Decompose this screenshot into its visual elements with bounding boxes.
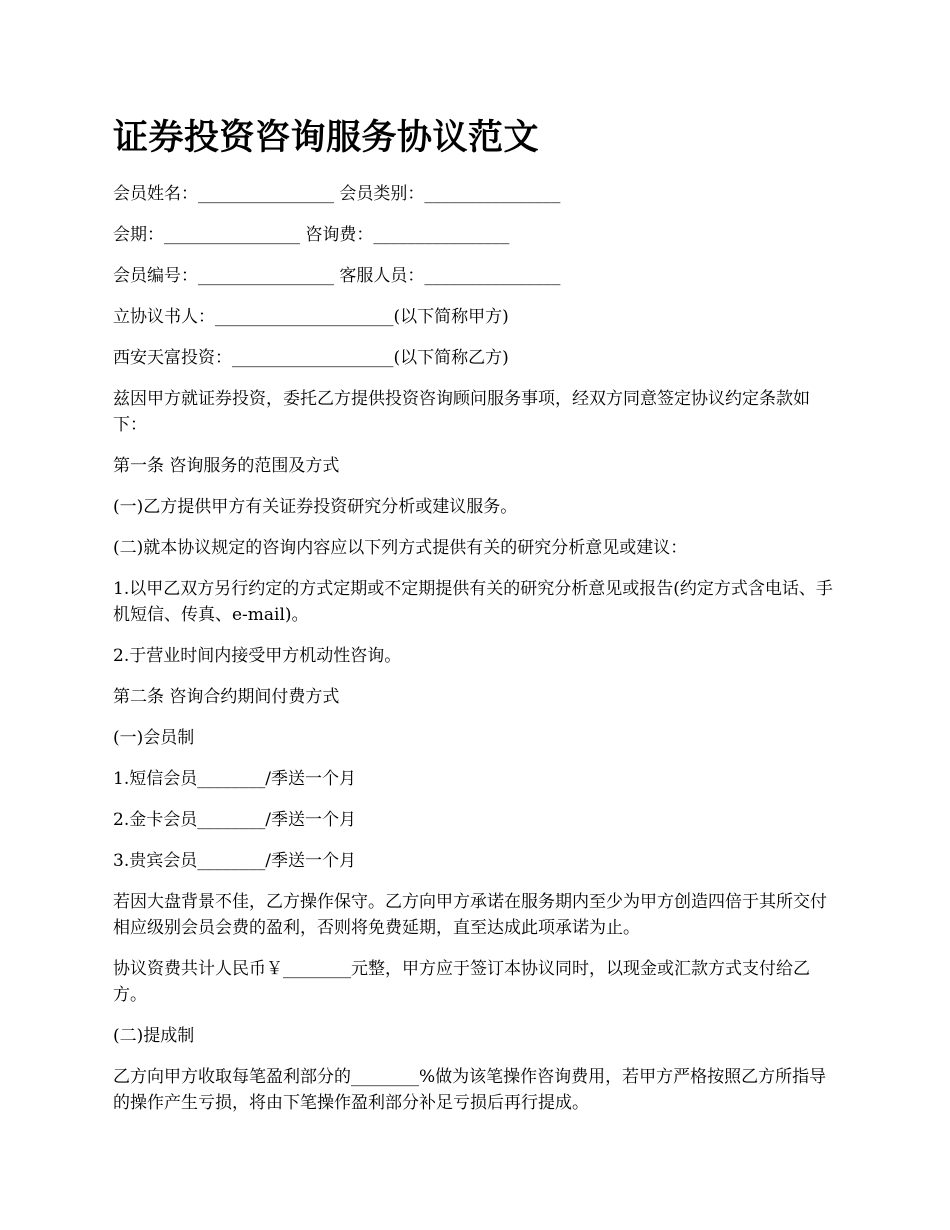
commitment-paragraph: 若因大盘背景不佳，乙方操作保守。乙方向甲方承诺在服务期内至少为甲方创造四倍于其所交付相应级别会员会费的盈利，否则将免费延期，直至达成此项承诺为止。	[113, 892, 827, 938]
document-page	[113, 112, 843, 1131]
article-2-heading: 第二条 咨询合约期间付费方式	[113, 687, 340, 707]
fee-total-paragraph: 协议资费共计人民币￥________元整，甲方应于签订本协议同时，以现金或汇款方式支付给乙方。	[113, 959, 810, 1005]
member-number-line: 会员编号：________________ 客服人员：________________	[113, 266, 561, 286]
sms-member-line: 1.短信会员________/季送一个月	[113, 769, 356, 789]
gold-member-line: 2.金卡会员________/季送一个月	[113, 810, 356, 830]
preamble-paragraph: 兹因甲方就证券投资，委托乙方提供投资咨询顾问服务事项，经双方同意签定协议约定条款如下：	[113, 389, 810, 435]
party-a-line: 立协议书人：_____________________(以下简称甲方)	[113, 307, 509, 327]
commission-heading: (二)提成制	[113, 1026, 195, 1046]
article-1-item-2: 2.于营业时间内接受甲方机动性咨询。	[113, 646, 402, 666]
party-b-line: 西安天富投资：___________________(以下简称乙方)	[113, 348, 509, 368]
article-1-clause-1: (一)乙方提供甲方有关证券投资研究分析或建议服务。	[113, 497, 518, 517]
term-fee-line: 会期：________________ 咨询费：________________	[113, 225, 510, 245]
commission-paragraph: 乙方向甲方收取每笔盈利部分的________%做为该笔操作咨询费用，若甲方严格按照乙方所指导的操作产生亏损，将由下笔操作盈利部分补足亏损后再行提成。	[113, 1067, 827, 1113]
article-1-clause-2: (二)就本协议规定的咨询内容应以下列方式提供有关的研究分析意见或建议：	[113, 538, 688, 558]
member-name-line: 会员姓名：________________ 会员类别：________________	[113, 184, 561, 204]
article-1-heading: 第一条 咨询服务的范围及方式	[113, 456, 340, 476]
membership-heading: (一)会员制	[113, 728, 195, 748]
vip-member-line: 3.贵宾会员________/季送一个月	[113, 851, 356, 871]
article-1-item-1: 1.以甲乙双方另行约定的方式定期或不定期提供有关的研究分析意见或报告(约定方式含电话、手机短信、传真、e-mail)。	[113, 579, 833, 625]
document-title: 证券投资咨询服务协议范文	[113, 117, 540, 158]
